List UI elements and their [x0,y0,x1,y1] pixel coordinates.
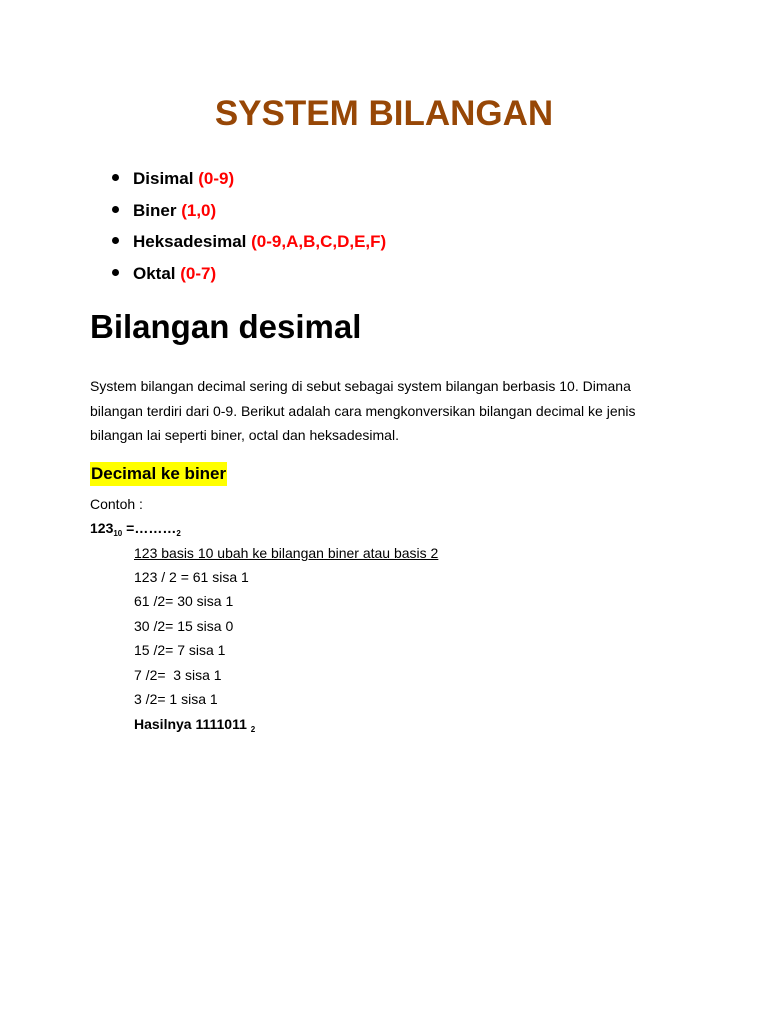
subsection-heading: Decimal ke biner [90,462,227,486]
division-step: 3 /2= 1 sisa 1 [134,691,218,707]
list-item-range: (0-9,A,B,C,D,E,F) [251,232,387,251]
division-step: 123 / 2 = 61 sisa 1 [134,569,249,585]
list-item-range: (0-7) [180,263,217,283]
explanation-text: 123 basis 10 ubah ke bilangan biner atau basis 2 [134,545,439,561]
division-step: 15 /2= 7 sisa 1 [134,642,226,658]
division-step: 7 /2= 3 sisa 1 [134,667,222,683]
division-step: 30 /2= 15 sisa 0 [134,618,234,634]
equation-value: 123 [90,520,114,536]
list-item [112,197,386,229]
list-item-range: (1,0) [181,200,217,220]
list-item [112,165,386,197]
number-system-list [112,165,386,291]
equation [90,518,181,538]
result-base: 2 [250,725,256,734]
bullet-icon [112,174,119,181]
list-item-label: Biner [133,200,177,220]
page-title: SYSTEM BILANGAN [214,94,554,133]
equation-base-to: 2 [176,529,181,538]
list-item-range: (0-9) [198,169,235,188]
bullet-icon [112,206,119,213]
list-item [112,228,386,260]
list-item-label: Disimal [133,169,194,188]
result-label: Hasilnya 1111011 [134,716,251,732]
section-heading: Bilangan desimal [90,308,362,345]
list-item-label: Heksadesimal [133,232,247,251]
equation-middle: =……… [122,520,177,536]
list-item-label: Oktal [133,263,176,283]
result-line [134,714,255,734]
list-item [112,260,386,292]
equation-base-from: 10 [113,529,123,538]
bullet-icon [112,237,119,244]
example-label: Contoh : [90,496,143,512]
intro-paragraph: System bilangan decimal sering di sebut sebagai system bilangan berbasis 10. Dimana bilangan terdiri dari 0-9. Berikut adalah cara mengkonversikan bilangan decimal ke jenis bilangan lai seperti biner, octal dan heksadesimal. [90,378,636,444]
division-step: 61 /2= 30 sisa 1 [134,593,234,609]
bullet-icon [112,269,119,276]
